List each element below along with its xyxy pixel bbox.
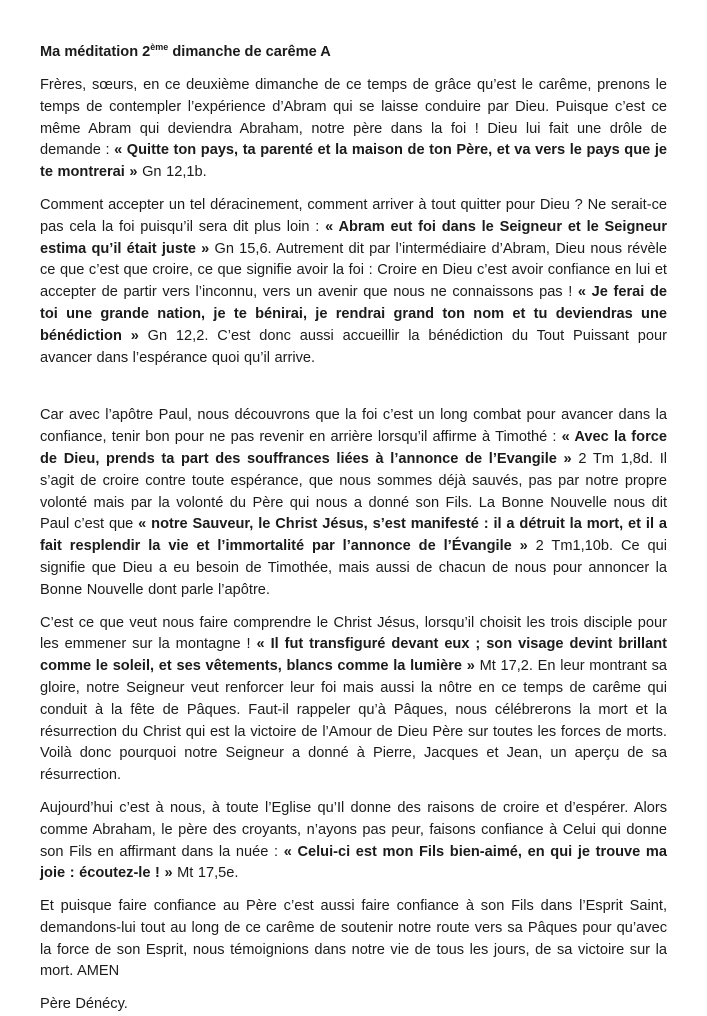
title-ordinal-superscript: ème bbox=[150, 42, 169, 53]
body-text-run: Comment accepter un tel déracinement, comment arriver à tout quitter pour Dieu ? Ne serait-ce pas cela la foi puisqu’il sera dit plus loin : bbox=[40, 196, 667, 235]
body-text-run: 2 Tm1,10b. Ce qui signifie que Dieu a eu besoin de Timothée, mais aussi de chacun de nous pour annoncer la Bonne Nouvelle dont parle l’apôtre. bbox=[40, 538, 667, 598]
body-text-run: Père Dénécy. bbox=[40, 996, 128, 1013]
scripture-quote-bold: « Il fut transfiguré devant eux ; son visage devint brillant comme le soleil, et ses vêtements, blancs comme la lumière » bbox=[40, 636, 668, 675]
scripture-quote-bold: « Avec la force de Dieu, prends ta part des souffrances liées à l’annonce de l’Evangile » bbox=[40, 429, 667, 467]
body-text-run: Aujourd’hui c’est à nous, à toute l’Eglise qu’Il donne des raisons de croire et d’espérer. Alors comme Abraham, le père des croyants, n’ayons pas peur, faisons confiance à Celui qui donne son Fils en affirmant dans la nuée : bbox=[40, 799, 667, 860]
body-text-run: Gn 15,6. Autrement dit par l’intermédiaire d’Abram, Dieu nous révèle ce que c’est que croire, ce que signifie avoir la foi : Croire en Dieu c’est avoir confiance en lui et accepter de partir vers l’inconnu, vers un avenir que nous ne connaissons pas ! bbox=[40, 240, 667, 301]
paragraph bbox=[40, 613, 667, 787]
body-text-run: Mt 17,5e. bbox=[172, 865, 239, 882]
body-text-run: Car avec l’apôtre Paul, nous découvrons que la foi c’est un long combat pour avancer dans la confiance, tenir bon pour ne pas revenir en arrière lorsqu’il affirme à Timothé : bbox=[40, 407, 667, 446]
paragraph bbox=[40, 994, 667, 1016]
document-body bbox=[40, 75, 667, 1016]
body-text-run: Mt 17,2. En leur montrant sa gloire, notre Seigneur veut renforcer leur foi mais aussi la nôtre en ce temps de carême qui conduit à la fête de Pâques. Faut-il rappeler qu’à Pâques, nous célébrerons la mort et la résurrection du Christ qui est la victoire de l’Amour de Dieu Père sur toutes les forces de morts. Voilà donc pourquoi notre Seigneur a donné à Pierre, Jacques et Jean, un aperçu de sa résurrection. bbox=[40, 658, 667, 784]
body-text-run: Frères, sœurs, en ce deuxième dimanche de ce temps de grâce qu’est le carême, prenons le temps de contempler l’expérience d’Abram qui se laisse conduire par Dieu. Puisque c’est ce même Abram qui deviendra Abraham, notre père dans la foi ! Dieu lui fait une drôle de demande : bbox=[40, 77, 667, 159]
scripture-quote-bold: « notre Sauveur, le Christ Jésus, s’est manifesté : il a détruit la mort, et il a fait resplendir la vie et l’immortalité par l’annonce de l’Évangile » bbox=[40, 516, 667, 555]
paragraph bbox=[40, 405, 667, 601]
paragraph bbox=[40, 798, 667, 885]
title-text-prefix: Ma méditation 2 bbox=[40, 44, 151, 60]
scripture-quote-bold: « Abram eut foi dans le Seigneur et le Seigneur estima qu’il était juste » bbox=[40, 218, 667, 257]
document-title bbox=[40, 42, 667, 62]
paragraph-spacer bbox=[40, 380, 667, 405]
paragraph bbox=[40, 75, 667, 184]
body-text-run: 2 Tm 1,8d. Il s’agit de croire contre toute espérance, que nous sommes déjà sauvés, pas par notre propre volonté mais par la volonté du Père qui nous a donné son Fils. La Bonne Nouvelle nous dit Paul c’est que bbox=[40, 450, 667, 533]
body-text-run: C’est ce que veut nous faire comprendre le Christ Jésus, lorsqu’il choisit les trois disciple pour les emmener sur la montagne ! bbox=[40, 614, 667, 653]
scripture-quote-bold: « Je ferai de toi une grande nation, je te bénirai, je rendrai grand ton nom et tu deviendras une bénédiction » bbox=[40, 284, 667, 344]
paragraph bbox=[40, 195, 667, 369]
body-text-run: Et puisque faire confiance au Père c’est aussi faire confiance à son Fils dans l’Esprit Saint, demandons-lui tout au long de ce carême de soutenir notre route vers sa Pâques pour qu’avec la force de son Esprit, nous témoignions dans notre vie de tous les jours, de sa victoire sur la mort. AMEN bbox=[40, 898, 667, 980]
scripture-quote-bold: « Celui-ci est mon Fils bien-aimé, en qui je trouve ma joie : écoutez-le ! » bbox=[40, 843, 667, 882]
body-text-run: Gn 12,1b. bbox=[137, 164, 207, 181]
title-text-suffix: dimanche de carême A bbox=[168, 44, 331, 60]
body-text-run: Gn 12,2. C’est donc aussi accueillir la bénédiction du Tout Puissant pour avancer dans l’espérance quoi qu’il arrive. bbox=[40, 327, 668, 366]
scripture-quote-bold: « Quitte ton pays, ta parenté et la maison de ton Père, et va vers le pays que je te montrerai » bbox=[40, 142, 667, 181]
paragraph bbox=[40, 896, 667, 983]
